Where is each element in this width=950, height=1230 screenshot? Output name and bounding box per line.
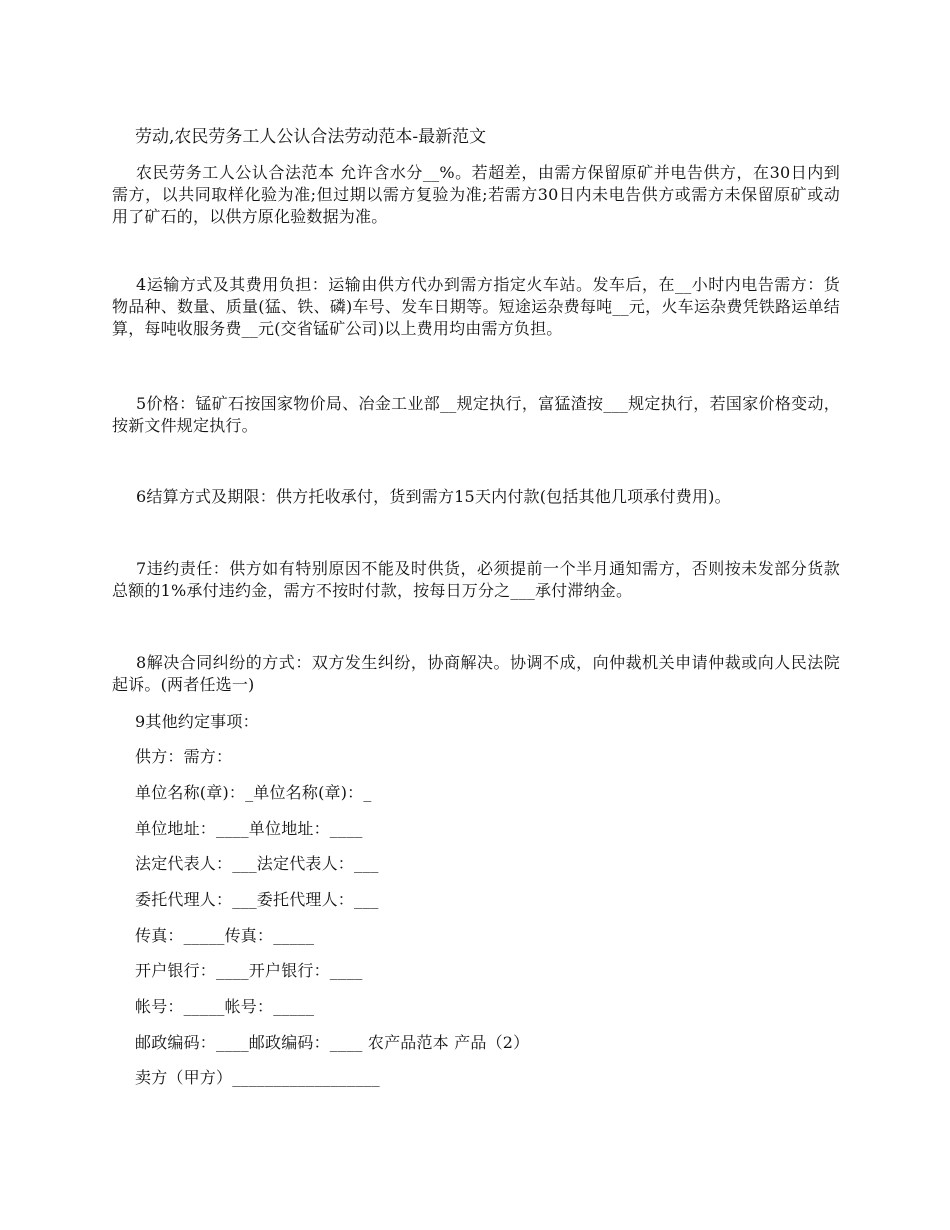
document-title: 劳动,农民劳务工人公认合法劳动范本-最新范文 <box>135 127 487 147</box>
line-fax: 传真：_____传真：_____ <box>135 926 315 945</box>
line-seller: 卖方（甲方）__________________ <box>135 1068 380 1087</box>
paragraph-liability: 7违约责任：供方如有特别原因不能及时供货，必须提前一个半月通知需方，否则按未发部分货款总额的1%承付违约金，需方不按时付款，按每日万分之___承付滞纳金。 <box>112 559 840 600</box>
line-parties: 供方：需方： <box>135 747 233 766</box>
line-legal-rep: 法定代表人：___法定代表人：___ <box>135 854 379 873</box>
paragraph-price: 5价格：锰矿石按国家物价局、冶金工业部__规定执行，富猛渣按___规定执行，若国家价格变动，按新文件规定执行。 <box>112 394 840 435</box>
line-agent: 委托代理人：___委托代理人：___ <box>135 890 379 909</box>
line-account: 帐号：_____帐号：_____ <box>135 997 315 1016</box>
line-other-items: 9其他约定事项： <box>135 712 259 731</box>
line-postcode: 邮政编码：____邮政编码：____ 农产品范本 产品（2） <box>135 1033 530 1052</box>
line-unit-address: 单位地址：____单位地址：____ <box>135 819 363 838</box>
paragraph-quality: 农民劳务工人公认合法范本 允许含水分__%。若超差，由需方保留原矿并电告供方，在30日内到需方，以共同取样化验为准;但过期以需方复验为准;若需方30日内未电告供方或需方未保留原矿或动用了矿石的，以供方原化验数据为准。 <box>112 163 840 226</box>
paragraph-settlement: 6结算方式及期限：供方托收承付，货到需方15天内付款(包括其他几项承付费用)。 <box>136 487 731 506</box>
paragraph-dispute: 8解决合同纠纷的方式：双方发生纠纷，协商解决。协调不成，向仲裁机关申请仲裁或向人民法院起诉。(两者任选一) <box>112 653 840 694</box>
line-bank: 开户银行：____开户银行：____ <box>135 961 363 980</box>
line-unit-name: 单位名称(章)：_单位名称(章)：_ <box>135 783 372 802</box>
paragraph-transport: 4运输方式及其费用负担：运输由供方代办到需方指定火车站。发车后，在__小时内电告需方：货物品种、数量、质量(猛、铁、磷)车号、发车日期等。短途运杂费每吨__元，火车运杂费凭铁路运单结算，每吨收服务费__元(交省锰矿公司)以上费用均由需方负担。 <box>112 275 840 338</box>
